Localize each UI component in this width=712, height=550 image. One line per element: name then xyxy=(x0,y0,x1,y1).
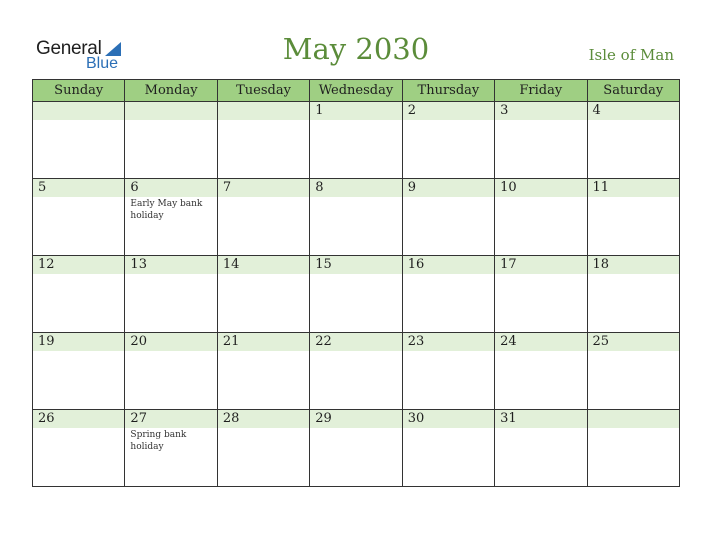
day-cell xyxy=(495,256,587,332)
day-cell xyxy=(588,333,679,409)
week-row xyxy=(33,333,679,410)
day-cell xyxy=(403,102,495,178)
day-cell xyxy=(495,102,587,178)
day-number-band xyxy=(218,179,309,197)
country-label: Isle of Man xyxy=(588,46,674,64)
day-number: 21 xyxy=(222,334,240,349)
day-number: 6 xyxy=(130,180,139,195)
day-cell xyxy=(218,410,310,486)
day-cell xyxy=(33,102,125,178)
weeks-container xyxy=(33,102,679,486)
weekday-label: Sunday xyxy=(33,80,125,101)
week-row xyxy=(33,256,679,333)
day-cell xyxy=(125,410,217,486)
logo-text-blue: Blue xyxy=(86,55,119,72)
day-number: 18 xyxy=(592,257,610,272)
week-row xyxy=(33,179,679,256)
weekday-label: Saturday xyxy=(603,83,664,98)
day-cell xyxy=(403,333,495,409)
day-cell xyxy=(588,179,679,255)
day-cell xyxy=(588,410,679,486)
day-cell xyxy=(495,179,587,255)
day-cell xyxy=(403,179,495,255)
day-cell xyxy=(33,256,125,332)
day-number: 27 xyxy=(130,411,147,426)
day-cell xyxy=(218,179,310,255)
day-cell xyxy=(125,256,217,332)
day-number-band xyxy=(33,179,124,197)
day-number-band xyxy=(218,102,309,120)
day-cell xyxy=(310,179,402,255)
day-cell xyxy=(125,102,217,178)
day-number-band xyxy=(403,179,494,197)
day-number: 8 xyxy=(315,180,324,195)
day-number: 28 xyxy=(222,411,240,426)
weekday-label: Friday xyxy=(495,80,587,101)
day-number: 30 xyxy=(407,411,425,426)
day-cell xyxy=(125,179,217,255)
day-cell xyxy=(33,410,125,486)
logo-text-general: General xyxy=(36,38,102,59)
day-number: 4 xyxy=(592,103,601,118)
day-cell xyxy=(310,256,402,332)
day-number-band xyxy=(125,179,216,197)
day-number: 7 xyxy=(222,180,232,195)
day-number-band xyxy=(403,102,494,120)
day-cell xyxy=(125,333,217,409)
day-number: 24 xyxy=(500,334,517,349)
day-cell xyxy=(310,102,402,178)
week-row xyxy=(33,410,679,486)
holiday-label: Early May bank holiday xyxy=(130,199,203,221)
day-number-band xyxy=(588,410,679,428)
day-cell xyxy=(403,256,495,332)
day-cell xyxy=(218,102,310,178)
day-number: 3 xyxy=(500,103,509,118)
day-cell xyxy=(310,410,402,486)
day-number: 10 xyxy=(500,180,517,195)
day-cell xyxy=(403,410,495,486)
day-number-band xyxy=(125,102,216,120)
day-number: 15 xyxy=(315,257,332,272)
day-number: 22 xyxy=(315,334,332,349)
day-cell xyxy=(33,333,125,409)
day-number: 29 xyxy=(315,411,332,426)
day-cell xyxy=(495,410,587,486)
day-number: 17 xyxy=(500,257,517,272)
day-number: 13 xyxy=(130,257,147,272)
calendar-title: May 2030 xyxy=(282,32,430,66)
day-number-band xyxy=(33,102,124,120)
day-cell xyxy=(218,256,310,332)
weekday-label: Monday xyxy=(125,80,217,101)
day-number-band xyxy=(310,102,401,120)
day-cell xyxy=(310,333,402,409)
day-number: 16 xyxy=(407,257,425,272)
day-number-band xyxy=(495,102,586,120)
week-row xyxy=(33,102,679,179)
day-number: 23 xyxy=(407,334,425,349)
day-number: 19 xyxy=(38,334,55,349)
day-cell xyxy=(495,333,587,409)
day-number: 25 xyxy=(592,334,610,349)
day-number: 1 xyxy=(315,103,324,118)
day-number: 20 xyxy=(130,334,147,349)
day-number: 11 xyxy=(592,180,610,195)
weekday-header xyxy=(33,80,679,102)
day-number: 5 xyxy=(38,180,47,195)
holiday-label: Spring bank holiday xyxy=(130,430,187,452)
weekday-label: Wednesday xyxy=(310,80,402,101)
day-number: 12 xyxy=(38,257,55,272)
day-number: 26 xyxy=(38,411,55,426)
day-cell xyxy=(218,333,310,409)
day-number: 14 xyxy=(222,257,240,272)
weekday-label: Tuesday xyxy=(218,80,310,101)
weekday-label: Thursday xyxy=(403,80,495,101)
calendar-grid xyxy=(32,79,680,487)
day-cell xyxy=(588,102,679,178)
day-number: 9 xyxy=(407,180,416,195)
day-number: 31 xyxy=(500,411,517,426)
day-number-band xyxy=(310,179,401,197)
day-number: 2 xyxy=(407,103,416,118)
day-cell xyxy=(33,179,125,255)
day-cell xyxy=(588,256,679,332)
day-number-band xyxy=(588,102,679,120)
